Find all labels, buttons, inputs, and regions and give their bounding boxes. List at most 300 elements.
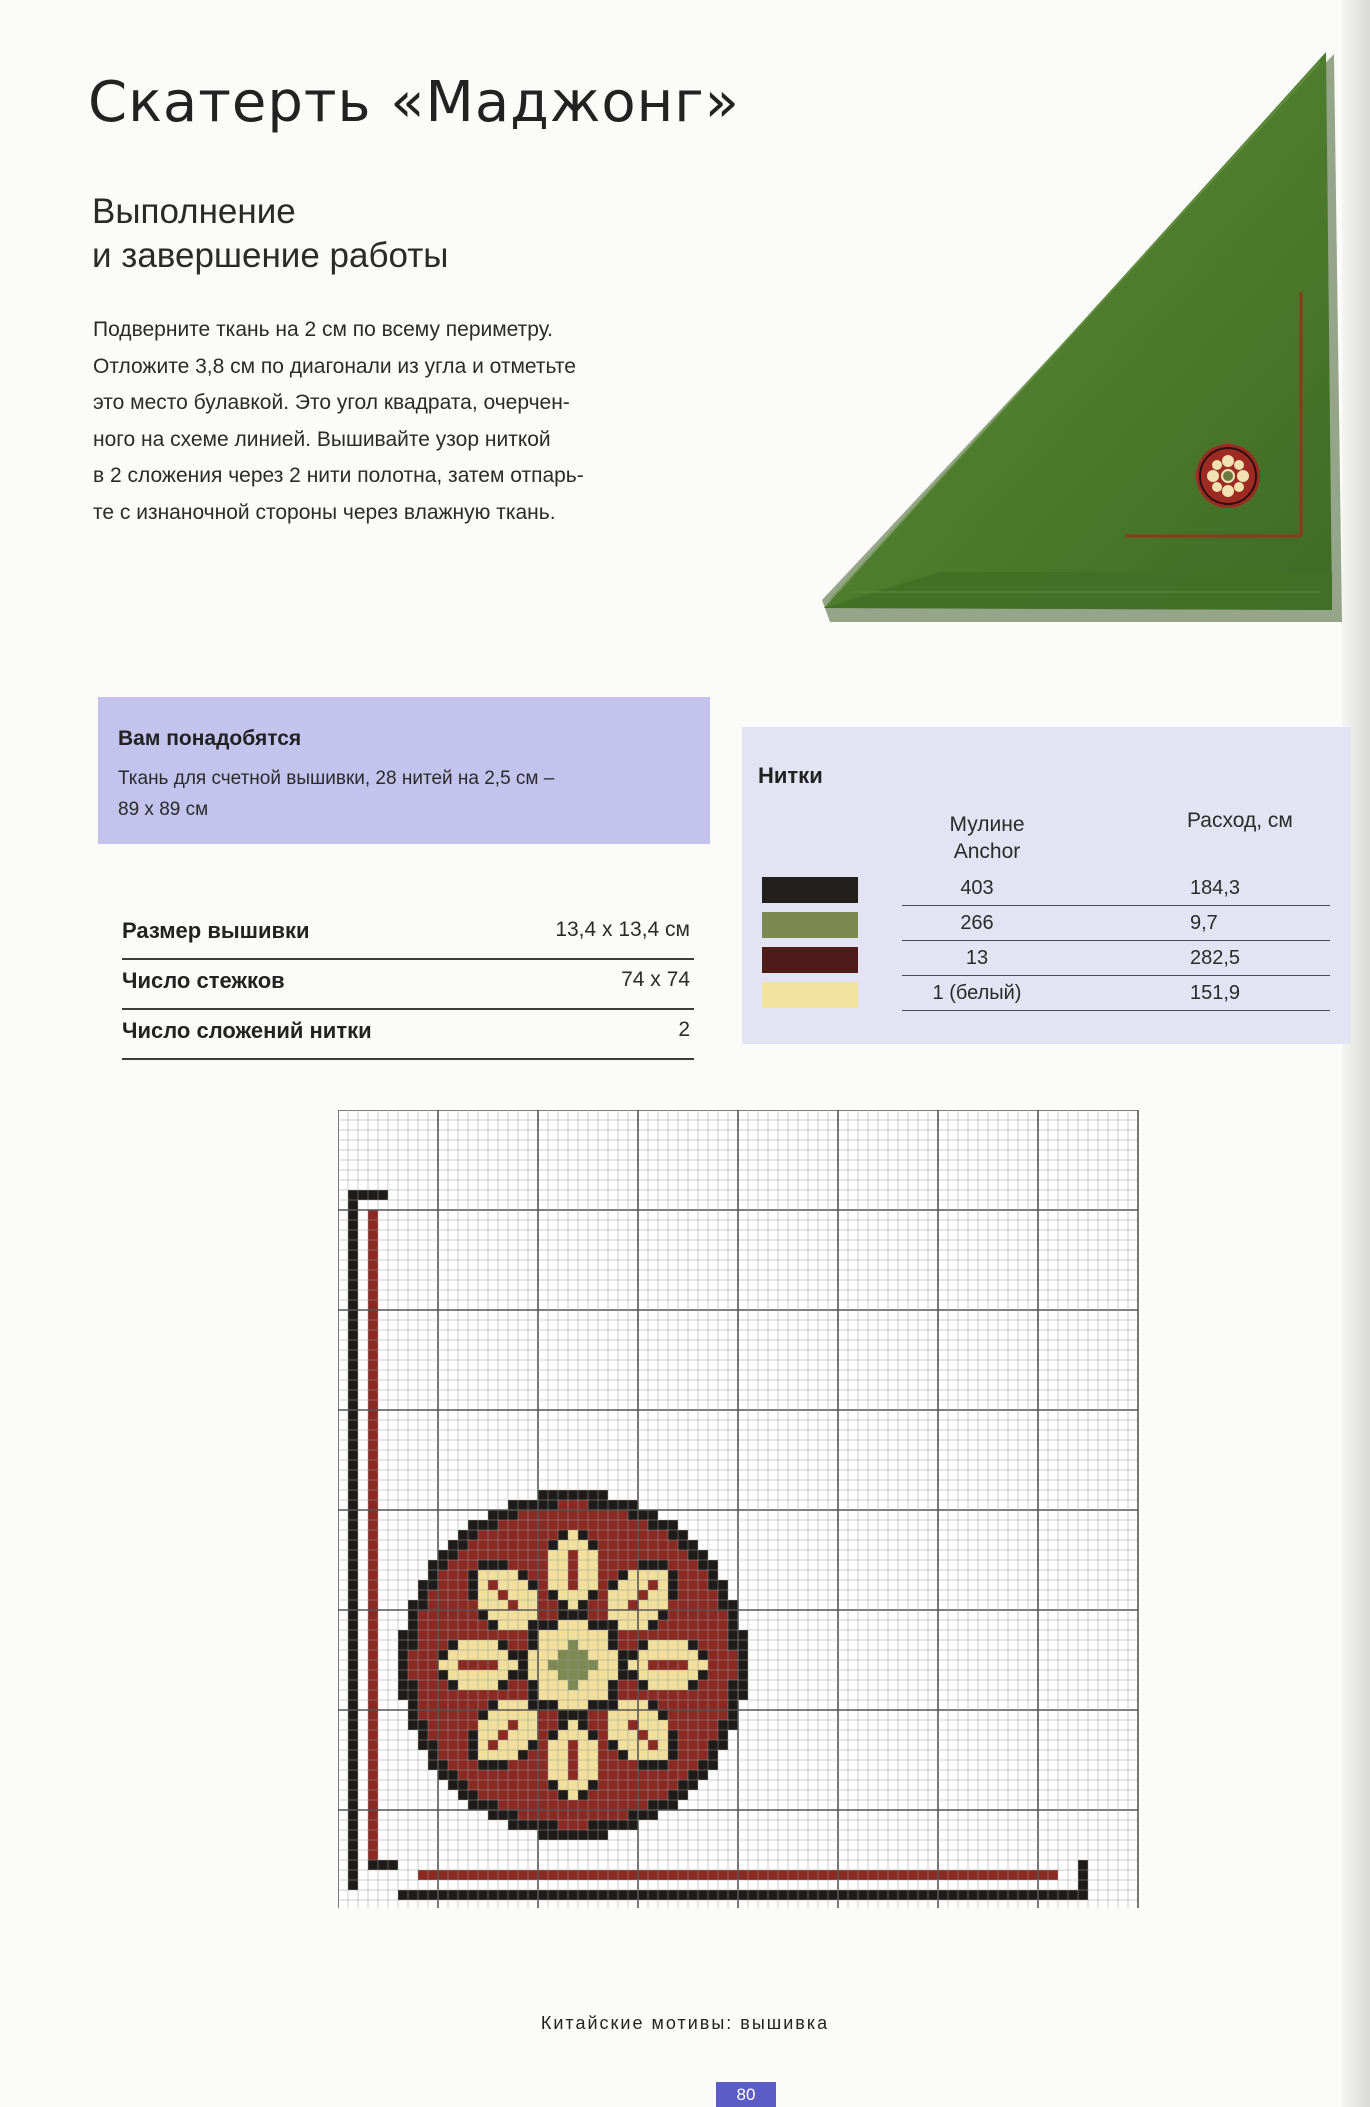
stitch-cell — [518, 1620, 528, 1630]
stitch-cell — [528, 1640, 538, 1650]
stitch-cell — [518, 1580, 528, 1590]
stitch-cell — [458, 1700, 468, 1710]
stitch-cell — [658, 1540, 668, 1550]
stitch-cell — [478, 1540, 488, 1550]
stitch-cell — [638, 1670, 648, 1680]
stitch-cell — [598, 1690, 608, 1700]
stitch-cell — [698, 1740, 708, 1750]
stitch-cell — [638, 1540, 648, 1550]
stitch-cell — [418, 1630, 428, 1640]
stitch-cell — [578, 1780, 588, 1790]
stitch-cell — [648, 1580, 658, 1590]
stitch-cell — [438, 1550, 448, 1560]
stitch-cell — [598, 1680, 608, 1690]
stitch-cell — [598, 1830, 608, 1840]
stitch-cell — [678, 1730, 688, 1740]
stitch-cell — [668, 1800, 678, 1810]
stitch-cell — [618, 1810, 628, 1820]
stitch-cell — [708, 1650, 718, 1660]
stitch-cell — [648, 1540, 658, 1550]
stitch-cell — [568, 1740, 578, 1750]
stitch-cell — [648, 1720, 658, 1730]
stitch-cell — [598, 1820, 608, 1830]
stitch-cell — [478, 1640, 488, 1650]
stitch-cell — [478, 1740, 488, 1750]
stitch-cell — [608, 1740, 618, 1750]
stitch-cell — [458, 1770, 468, 1780]
stitch-cell — [468, 1550, 478, 1560]
stitch-cell — [538, 1690, 548, 1700]
stitch-cell — [648, 1710, 658, 1720]
stitch-cell — [548, 1660, 558, 1670]
stitch-cell — [538, 1570, 548, 1580]
stitch-cell — [468, 1780, 478, 1790]
stitch-cell — [708, 1680, 718, 1690]
stitch-cell — [678, 1780, 688, 1790]
stitch-cell — [528, 1570, 538, 1580]
stitch-cell — [518, 1770, 528, 1780]
stitch-cell — [518, 1650, 528, 1660]
stitch-cell — [548, 1620, 558, 1630]
stitch-cell — [518, 1570, 528, 1580]
stitch-cell — [578, 1580, 588, 1590]
stitch-cell — [418, 1590, 428, 1600]
stitch-cell — [608, 1670, 618, 1680]
stitch-cell — [698, 1650, 708, 1660]
stitch-cell — [658, 1550, 668, 1560]
stitch-cell — [438, 1730, 448, 1740]
stitch-cell — [678, 1590, 688, 1600]
stitch-cell — [638, 1700, 648, 1710]
stitch-cell — [678, 1690, 688, 1700]
stitch-cell — [568, 1600, 578, 1610]
stitch-cell — [608, 1820, 618, 1830]
threads-title: Нитки — [758, 763, 823, 788]
stitch-cell — [588, 1540, 598, 1550]
stitch-cell — [608, 1630, 618, 1640]
stitch-cell — [528, 1720, 538, 1730]
stitch-cell — [558, 1830, 568, 1840]
stitch-cell — [488, 1630, 498, 1640]
stitch-cell — [448, 1770, 458, 1780]
stitch-cell — [538, 1830, 548, 1840]
row-divider — [902, 905, 1330, 906]
stitch-cell — [438, 1690, 448, 1700]
stitch-cell — [618, 1670, 628, 1680]
stitch-cell — [528, 1600, 538, 1610]
stitch-cell — [658, 1800, 668, 1810]
stitch-cell — [568, 1650, 578, 1660]
stitch-cell — [568, 1640, 578, 1650]
spec-row-stitches — [122, 958, 694, 1010]
stitch-cell — [688, 1700, 698, 1710]
stitch-cell — [628, 1500, 638, 1510]
stitch-cell — [558, 1580, 568, 1590]
stitch-cell — [688, 1730, 698, 1740]
stitch-cell — [448, 1760, 458, 1770]
stitch-cell — [698, 1560, 708, 1570]
stitch-cell — [648, 1770, 658, 1780]
stitch-cell — [578, 1770, 588, 1780]
stitch-cell — [488, 1690, 498, 1700]
stitch-cell — [698, 1680, 708, 1690]
stitch-cell — [458, 1760, 468, 1770]
stitch-cell — [608, 1550, 618, 1560]
stitch-cell — [598, 1550, 608, 1560]
color-swatch — [762, 877, 858, 903]
stitch-cell — [518, 1610, 528, 1620]
stitch-cell — [638, 1600, 648, 1610]
stitch-cell — [618, 1820, 628, 1830]
stitch-cell — [628, 1510, 638, 1520]
stitch-cell — [638, 1680, 648, 1690]
stitch-cell — [578, 1800, 588, 1810]
stitch-cell — [428, 1700, 438, 1710]
stitch-cell — [568, 1830, 578, 1840]
stitch-cell — [398, 1630, 408, 1640]
stitch-cell — [588, 1740, 598, 1750]
stitch-cell — [478, 1530, 488, 1540]
stitch-cell — [468, 1630, 478, 1640]
stitch-cell — [658, 1580, 668, 1590]
stitch-cell — [698, 1760, 708, 1770]
stitch-cell — [668, 1590, 678, 1600]
stitch-cell — [618, 1720, 628, 1730]
stitch-cell — [408, 1600, 418, 1610]
stitch-cell — [678, 1710, 688, 1720]
stitch-cell — [538, 1640, 548, 1650]
stitch-cell — [608, 1700, 618, 1710]
stitch-cell — [638, 1510, 648, 1520]
stitch-cell — [488, 1540, 498, 1550]
stitch-cell — [678, 1640, 688, 1650]
stitch-cell — [598, 1810, 608, 1820]
stitch-cell — [498, 1650, 508, 1660]
stitch-cell — [478, 1630, 488, 1640]
stitch-cell — [528, 1750, 538, 1760]
stitch-cell — [648, 1670, 658, 1680]
thread-code: 266 — [960, 912, 994, 934]
stitch-cell — [508, 1680, 518, 1690]
stitch-cell — [518, 1640, 528, 1650]
stitch-cell — [578, 1610, 588, 1620]
stitch-cell — [508, 1810, 518, 1820]
stitch-cell — [618, 1790, 628, 1800]
stitch-cell — [558, 1760, 568, 1770]
stitch-cell — [498, 1710, 508, 1720]
stitch-cell — [718, 1680, 728, 1690]
color-swatch — [762, 912, 858, 938]
stitch-cell — [468, 1650, 478, 1660]
stitch-cell — [588, 1760, 598, 1770]
stitch-cell — [528, 1580, 538, 1590]
spec-value: 13,4 х 13,4 см — [555, 918, 690, 941]
stitch-cell — [548, 1740, 558, 1750]
stitch-cell — [678, 1580, 688, 1590]
stitch-cell — [708, 1610, 718, 1620]
stitch-cell — [438, 1740, 448, 1750]
stitch-cell — [588, 1510, 598, 1520]
stitch-cell — [438, 1680, 448, 1690]
stitch-cell — [558, 1790, 568, 1800]
stitch-cell — [488, 1530, 498, 1540]
stitch-cell — [578, 1700, 588, 1710]
thread-amount: 282,5 — [1190, 947, 1241, 969]
stitch-cell — [518, 1720, 528, 1730]
stitch-cell — [668, 1640, 678, 1650]
stitch-cell — [478, 1700, 488, 1710]
instructions-line: те с изнаночной стороны через влажную ткань. — [93, 500, 556, 524]
stitch-cell — [538, 1800, 548, 1810]
color-swatch — [762, 982, 858, 1008]
stitch-cell — [528, 1610, 538, 1620]
instructions-line: Отложите 3,8 см по диагонали из угла и отметьте — [93, 354, 576, 378]
stitch-cell — [508, 1500, 518, 1510]
thread-code: 1 (белый) — [932, 982, 1022, 1004]
stitch-cell — [668, 1690, 678, 1700]
stitch-cell — [648, 1640, 658, 1650]
stitch-cell — [458, 1710, 468, 1720]
stitch-cell — [728, 1690, 738, 1700]
stitch-cell — [488, 1550, 498, 1560]
stitch-cell — [528, 1730, 538, 1740]
stitch-cell — [518, 1690, 528, 1700]
stitch-cell — [468, 1620, 478, 1630]
stitch-cell — [698, 1710, 708, 1720]
stitch-cell — [638, 1810, 648, 1820]
stitch-cell — [658, 1750, 668, 1760]
thread-row — [760, 943, 1330, 977]
stitch-cell — [648, 1790, 658, 1800]
stitch-cell — [528, 1550, 538, 1560]
stitch-cell — [548, 1520, 558, 1530]
stitch-cell — [578, 1620, 588, 1630]
stitch-cell — [688, 1720, 698, 1730]
stitch-cell — [408, 1660, 418, 1670]
stitch-cell — [508, 1720, 518, 1730]
stitch-cell — [438, 1700, 448, 1710]
stitch-cell — [538, 1590, 548, 1600]
stitch-cell — [568, 1790, 578, 1800]
stitch-cell — [408, 1640, 418, 1650]
stitch-cell — [668, 1770, 678, 1780]
stitch-cell — [538, 1700, 548, 1710]
stitch-cell — [408, 1700, 418, 1710]
stitch-cell — [648, 1550, 658, 1560]
stitch-cell — [438, 1660, 448, 1670]
materials-line: 89 х 89 см — [118, 799, 209, 820]
stitch-cell — [708, 1560, 718, 1570]
stitch-cell — [498, 1690, 508, 1700]
stitch-cell — [518, 1700, 528, 1710]
stitch-cell — [518, 1590, 528, 1600]
stitch-cell — [428, 1660, 438, 1670]
stitch-cell — [628, 1550, 638, 1560]
stitch-cell — [408, 1710, 418, 1720]
stitch-cell — [418, 1620, 428, 1630]
stitch-cell — [658, 1620, 668, 1630]
stitch-cell — [508, 1760, 518, 1770]
stitch-cell — [598, 1660, 608, 1670]
stitch-cell — [588, 1730, 598, 1740]
stitch-cell — [548, 1730, 558, 1740]
stitch-cell — [548, 1600, 558, 1610]
stitch-cell — [658, 1720, 668, 1730]
stitch-cell — [448, 1660, 458, 1670]
stitch-cell — [478, 1560, 488, 1570]
stitch-cell — [428, 1650, 438, 1660]
stitch-cell — [598, 1790, 608, 1800]
stitch-cell — [698, 1730, 708, 1740]
stitch-cell — [618, 1690, 628, 1700]
stitch-cell — [668, 1650, 678, 1660]
stitch-cell — [598, 1500, 608, 1510]
stitch-cell — [648, 1810, 658, 1820]
stitch-cell — [398, 1670, 408, 1680]
stitch-cell — [578, 1500, 588, 1510]
stitch-cell — [598, 1730, 608, 1740]
stitch-cell — [448, 1590, 458, 1600]
stitch-cell — [718, 1660, 728, 1670]
stitch-cell — [628, 1560, 638, 1570]
stitch-cell — [528, 1760, 538, 1770]
stitch-cell — [528, 1770, 538, 1780]
stitch-cell — [508, 1730, 518, 1740]
stitch-cell — [508, 1600, 518, 1610]
stitch-cell — [568, 1590, 578, 1600]
stitch-cell — [468, 1600, 478, 1610]
instructions-line: Подверните ткань на 2 см по всему периметру. — [93, 318, 553, 341]
stitch-cell — [508, 1700, 518, 1710]
stitch-cell — [658, 1670, 668, 1680]
stitch-cell — [468, 1530, 478, 1540]
stitch-cell — [648, 1690, 658, 1700]
stitch-cell — [668, 1720, 678, 1730]
stitch-cell — [468, 1540, 478, 1550]
stitch-cell — [718, 1740, 728, 1750]
stitch-cell — [588, 1500, 598, 1510]
stitch-cell — [678, 1630, 688, 1640]
stitch-cell — [648, 1610, 658, 1620]
stitch-cell — [528, 1520, 538, 1530]
stitch-cell — [458, 1540, 468, 1550]
stitch-cell — [588, 1720, 598, 1730]
stitch-cell — [678, 1760, 688, 1770]
stitch-cell — [698, 1590, 708, 1600]
stitch-cell — [638, 1780, 648, 1790]
stitch-cell — [468, 1750, 478, 1760]
stitch-cell — [658, 1520, 668, 1530]
stitch-cell — [688, 1550, 698, 1560]
stitch-cell — [508, 1790, 518, 1800]
stitch-cell — [538, 1710, 548, 1720]
stitch-cell — [498, 1670, 508, 1680]
stitch-cell — [518, 1670, 528, 1680]
stitch-cell — [548, 1650, 558, 1660]
stitch-cell — [588, 1530, 598, 1540]
stitch-cell — [628, 1610, 638, 1620]
threads-table — [742, 727, 1351, 1044]
stitch-cell — [478, 1710, 488, 1720]
instructions-line: ного на схеме линией. Вышивайте узор ниткой — [93, 427, 551, 451]
stitch-cell — [458, 1610, 468, 1620]
stitch-cell — [448, 1700, 458, 1710]
stitch-cell — [448, 1710, 458, 1720]
stitch-cell — [718, 1610, 728, 1620]
thread-row — [760, 873, 1330, 907]
stitch-cell — [418, 1740, 428, 1750]
stitch-cell — [558, 1820, 568, 1830]
stitch-cell — [738, 1640, 748, 1650]
stitch-cell — [588, 1670, 598, 1680]
stitch-cell — [598, 1490, 608, 1500]
stitch-cell — [478, 1790, 488, 1800]
stitch-cell — [578, 1490, 588, 1500]
stitch-cell — [628, 1760, 638, 1770]
stitch-cell — [448, 1610, 458, 1620]
stitch-cell — [498, 1750, 508, 1760]
stitch-cell — [498, 1580, 508, 1590]
stitch-cell — [588, 1780, 598, 1790]
stitch-cell — [488, 1760, 498, 1770]
stitch-cell — [488, 1640, 498, 1650]
stitch-cell — [598, 1720, 608, 1730]
stitch-cell — [548, 1490, 558, 1500]
stitch-cell — [418, 1680, 428, 1690]
stitch-cell — [578, 1680, 588, 1690]
stitch-cell — [668, 1780, 678, 1790]
stitch-cell — [708, 1600, 718, 1610]
thread-amount: 184,3 — [1190, 877, 1241, 899]
stitch-cell — [508, 1800, 518, 1810]
stitch-cell — [728, 1650, 738, 1660]
stitch-cell — [618, 1710, 628, 1720]
stitch-cell — [418, 1720, 428, 1730]
stitch-cell — [518, 1540, 528, 1550]
stitch-cell — [508, 1610, 518, 1620]
materials-text — [118, 763, 678, 825]
stitch-cell — [608, 1650, 618, 1660]
stitch-cell — [638, 1750, 648, 1760]
stitch-cell — [638, 1630, 648, 1640]
stitch-cell — [628, 1810, 638, 1820]
stitch-cell — [568, 1710, 578, 1720]
stitch-cell — [428, 1590, 438, 1600]
spec-label: Размер вышивки — [122, 918, 310, 943]
thread-amount: 9,7 — [1190, 912, 1218, 934]
stitch-cell — [588, 1640, 598, 1650]
stitch-cell — [628, 1580, 638, 1590]
stitch-cell — [418, 1610, 428, 1620]
stitch-cell — [448, 1580, 458, 1590]
stitch-cell — [648, 1600, 658, 1610]
stitch-cell — [468, 1680, 478, 1690]
stitch-cell — [558, 1690, 568, 1700]
stitch-cell — [738, 1670, 748, 1680]
stitch-cell — [508, 1650, 518, 1660]
stitch-cell — [538, 1670, 548, 1680]
stitch-cell — [598, 1580, 608, 1590]
stitch-cell — [478, 1620, 488, 1630]
stitch-cell — [498, 1810, 508, 1820]
stitch-cell — [718, 1580, 728, 1590]
stitch-cell — [548, 1560, 558, 1570]
stitch-cell — [618, 1730, 628, 1740]
stitch-cell — [458, 1620, 468, 1630]
stitch-cell — [608, 1580, 618, 1590]
stitch-cell — [438, 1640, 448, 1650]
stitch-cell — [428, 1710, 438, 1720]
